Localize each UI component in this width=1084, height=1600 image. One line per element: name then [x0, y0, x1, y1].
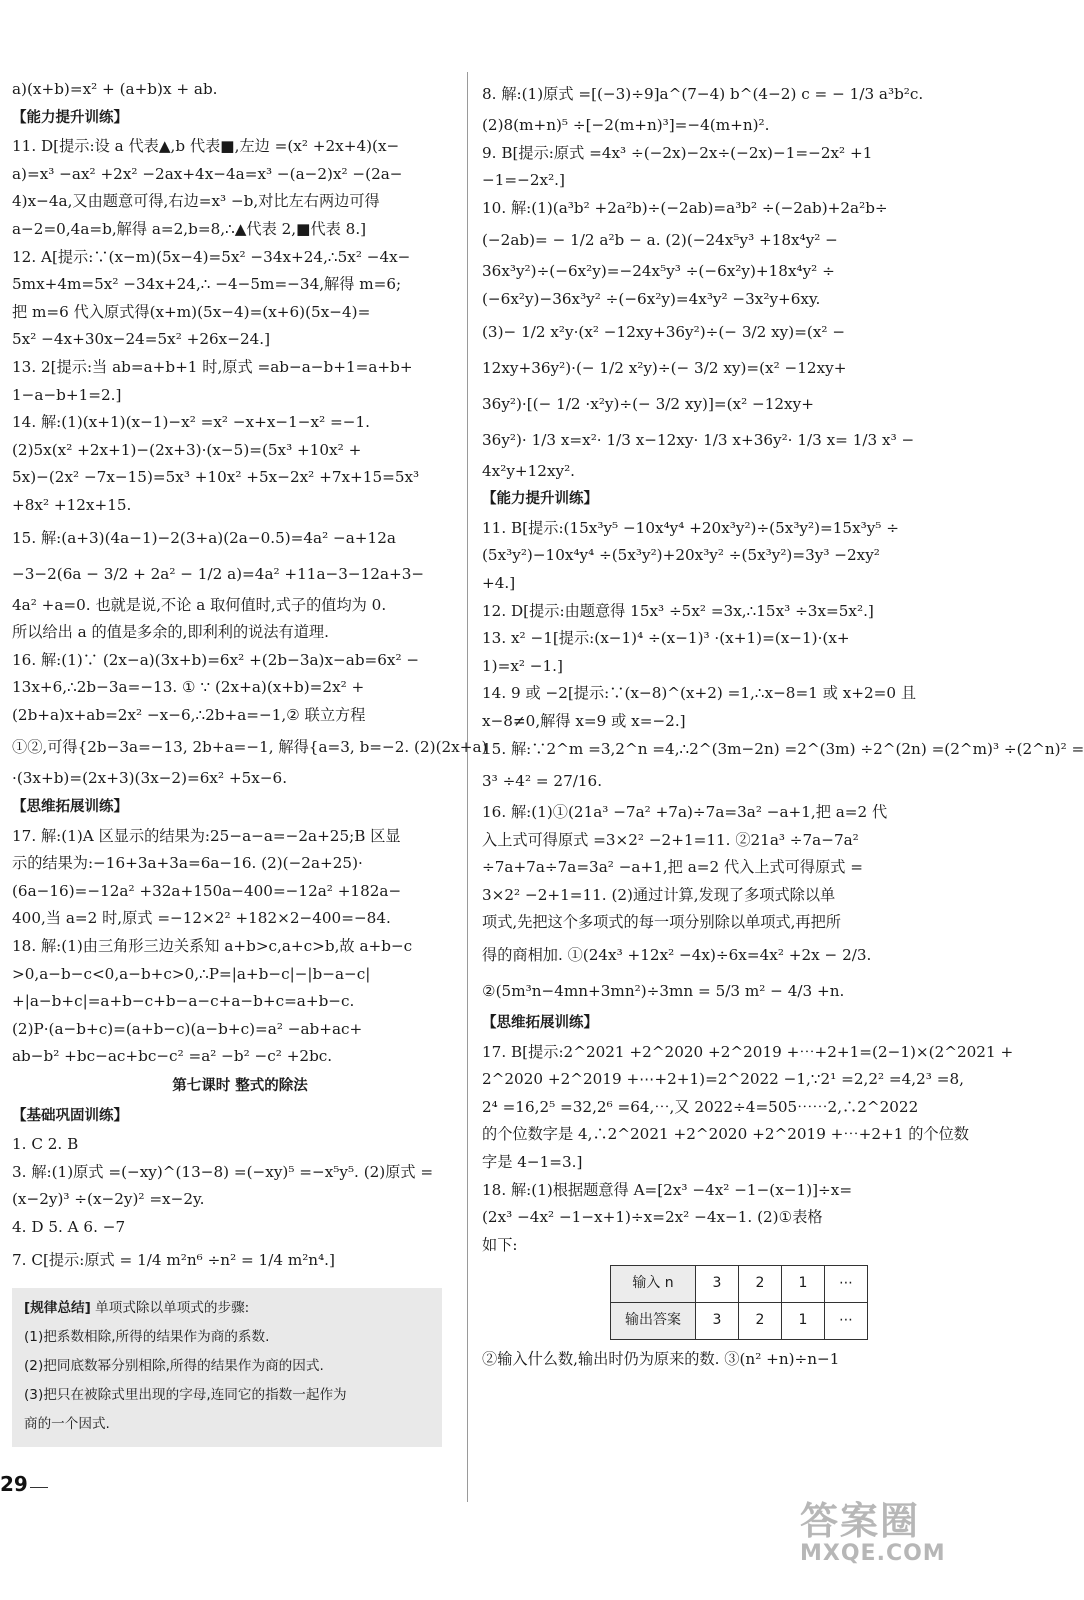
- text-line: (2)P·(a−b+c)=(a+b−c)(a−b+c)=a² −ab+ac+: [12, 1019, 363, 1038]
- text-line: (−2ab)= − 1/2 a²b − a. (2)(−24x⁵y³ +18x⁴y² −: [482, 231, 838, 250]
- text-line: 入上式可得原式 =3×2² −2+1=11. ②21a³ ÷7a−7a²: [482, 830, 859, 849]
- text-line: 13. x² −1[提示:(x−1)⁴ ÷(x−1)³ ·(x+1)=(x−1)·(x+: [482, 629, 850, 648]
- text-line: (x−2y)³ ÷(x−2y)² =x−2y.: [12, 1190, 205, 1209]
- text-line: 5mx+4m=5x² −34x+24,∴ −4−5m=−34,解得 m=6;: [12, 275, 402, 294]
- lesson-title: 第七课时 整式的除法: [172, 1078, 308, 1094]
- input-output-table: [610, 1265, 868, 1339]
- text-line: 16. 解:(1)①(21a³ −7a² +7a)÷7a=3a² −a+1,把 a=2 代: [482, 803, 888, 822]
- text-line: 14. 解:(1)(x+1)(x−1)−x² =x² −x+x−1−x² =−1.: [12, 413, 370, 432]
- section-heading: 【思维拓展训练】: [12, 799, 128, 816]
- page-number-rule: [30, 1487, 48, 1488]
- section-heading: 【思维拓展训练】: [482, 1015, 598, 1032]
- text-line: 12. A[提示:∵(x−m)(5x−4)=5x² −34x+24,∴5x² −4x−: [12, 247, 411, 266]
- table-cell: 1: [782, 1303, 825, 1340]
- text-line: 1. C 2. B: [12, 1135, 79, 1154]
- watermark-logo: [800, 1490, 990, 1590]
- table-cell: 3: [696, 1266, 739, 1303]
- text-line: (2b+a)x+ab=2x² −x−6,∴2b+a=−1,② 联立方程: [12, 705, 366, 724]
- text-line: 1−a−b+1=2.]: [12, 385, 122, 404]
- text-line: 1)=x² −1.]: [482, 656, 563, 675]
- text-line: −1=−2x².]: [482, 171, 565, 190]
- rule-summary-box: [12, 1288, 442, 1447]
- text-line: 15. 解:∵2^m =3,2^n =4,∴2^(3m−2n) =2^(3m) ÷2^(2n) =(2^m)³ ÷(2^n)² =: [482, 739, 1084, 758]
- text-line: ab−b² +bc−ac+bc−c² =a² −b² −c² +2bc.: [12, 1047, 333, 1066]
- text-line: ②输入什么数,输出时仍为原来的数. ③(n² +n)÷n−1: [482, 1349, 840, 1368]
- text-line: 12. D[提示:由题意得 15x³ ÷5x² =3x,∴15x³ ÷3x=5x².]: [482, 601, 874, 620]
- text-line: ①②,可得{2b−3a=−13, 2b+a=−1, 解得{a=3, b=−2. (2)(2x+a): [12, 738, 488, 757]
- text-line: ·(3x+b)=(2x+3)(3x−2)=6x² +5x−6.: [12, 769, 288, 788]
- text-line: 36x³y²)÷(−6x²y)=−24x⁵y³ ÷(−6x²y)+18x⁴y² ÷: [482, 262, 835, 281]
- text-line: 15. 解:(a+3)(4a−1)−2(3+a)(2a−0.5)=4a² −a+12a: [12, 528, 396, 547]
- table-row: [611, 1303, 868, 1340]
- text-line: 7. C[提示:原式 = 1/4 m²n⁶ ÷n² = 1/4 m²n⁴.]: [12, 1250, 335, 1269]
- summary-intro: 单项式除以单项式的步骤:: [95, 1299, 250, 1316]
- text-line: 36y²)· 1/3 x=x²· 1/3 x−12xy· 1/3 x+36y²· 1/3 x= 1/3 x³ −: [482, 430, 915, 449]
- table-cell: 2: [739, 1303, 782, 1340]
- text-line: 11. D[提示:设 a 代表▲,b 代表■,左边 =(x² +2x+4)(x−: [12, 137, 400, 156]
- text-line: 3. 解:(1)原式 =(−xy)^(13−8) =(−xy)⁵ =−x⁵y⁵. (2)原式 =: [12, 1162, 434, 1181]
- text-line: 18. 解:(1)由三角形三边关系知 a+b>c,a+c>b,故 a+b−c: [12, 937, 413, 956]
- summary-heading: [24, 1294, 432, 1323]
- text-line: 13. 2[提示:当 ab=a+b+1 时,原式 =ab−a−b+1=a+b+: [12, 357, 413, 376]
- table-cell: 1: [782, 1266, 825, 1303]
- text-line: (2)8(m+n)⁵ ÷[−2(m+n)³]=−4(m+n)².: [482, 116, 770, 134]
- right-column: [482, 76, 1084, 1373]
- text-line: 把 m=6 代入原式得(x+m)(5x−4)=(x+6)(5x−4)=: [12, 302, 371, 321]
- text-line: a)=x³ −ax² +2x² −2ax+4x−4a=x³ −(a−2)x² −(2a−: [12, 164, 403, 183]
- text-line: a)(x+b)=x² + (a+b)x + ab.: [12, 80, 218, 98]
- table-row-label: 输出答案: [611, 1303, 696, 1340]
- summary-step: (1)把系数相除,所得的结果作为商的系数.: [24, 1328, 270, 1345]
- summary-title: [规律总结]: [24, 1299, 91, 1316]
- text-line: (2)5x(x² +2x+1)−(2x+3)·(x−5)=(5x³ +10x² +: [12, 440, 362, 459]
- text-line: 字是 4−1=3.]: [482, 1153, 583, 1172]
- text-line: 4x²y+12xy².: [482, 461, 576, 480]
- text-line: 4)x−4a,又由题意可得,右边=x³ −b,对比左右两边可得: [12, 192, 380, 211]
- text-line: −3−2(6a − 3/2 + 2a² − 1/2 a)=4a² +11a−3−12a+3−: [12, 564, 425, 583]
- table-cell: 2: [739, 1266, 782, 1303]
- text-line: +|a−b+c|=a+b−c+b−a−c+a−b+c=a+b−c.: [12, 992, 355, 1011]
- text-line: >0,a−b−c<0,a−b+c>0,∴P=|a+b−c|−|b−a−c|: [12, 964, 371, 983]
- text-line: 5x² −4x+30x−24=5x² +26x−24.]: [12, 330, 271, 349]
- section-heading: 【基础巩固训练】: [12, 1107, 128, 1124]
- text-line: x−8≠0,解得 x=9 或 x=−2.]: [482, 711, 686, 730]
- text-line: 得的商相加. ①(24x³ +12x² −4x)÷6x=4x² +2x − 2/3.: [482, 946, 872, 965]
- summary-step: (3)把只在被除式里出现的字母,连同它的指数一起作为: [24, 1386, 347, 1403]
- left-column: [12, 76, 488, 1447]
- text-line: 4. D 5. A 6. −7: [12, 1217, 126, 1236]
- watermark-sub-text: MXQE.COM: [800, 1541, 946, 1566]
- text-line: ②(5m³n−4mn+3mn²)÷3mn = 5/3 m² − 4/3 +n.: [482, 982, 845, 1001]
- text-line: 5x)−(2x² −7x−15)=5x³ +10x² +5x−2x² +7x+15=5x³: [12, 468, 420, 487]
- text-line: 36y²)·[(− 1/2 ·x²y)÷(− 3/2 xy)]=(x² −12xy+: [482, 394, 814, 413]
- page-number: 29: [0, 1472, 28, 1496]
- summary-step: (2)把同底数幂分别相除,所得的结果作为商的因式.: [24, 1357, 324, 1374]
- text-line: 400,当 a=2 时,原式 =−12×2² +182×2−400=−84.: [12, 909, 391, 928]
- text-line: 如下:: [482, 1235, 518, 1254]
- text-line: 13x+6,∴2b−3a=−13. ① ∵ (2x+a)(x+b)=2x² +: [12, 678, 365, 697]
- text-line: 8. 解:(1)原式 =[(−3)÷9]a^(7−4) b^(4−2) c = − 1/3 a³b²c.: [482, 85, 924, 103]
- text-line: +8x² +12x+15.: [12, 495, 132, 514]
- text-line: 17. B[提示:2^2021 +2^2020 +2^2019 +⋯+2+1=(2−1)×(2^2021 +: [482, 1042, 1014, 1061]
- text-line: (6a−16)=−12a² +32a+150a−400=−12a² +182a−: [12, 881, 402, 900]
- summary-step: 商的一个因式.: [24, 1415, 110, 1432]
- text-line: 12xy+36y²)·(− 1/2 x²y)÷(− 3/2 xy)=(x² −12xy+: [482, 358, 847, 377]
- section-heading: 【能力提升训练】: [12, 109, 128, 126]
- text-line: a−2=0,4a=b,解得 a=2,b=8,∴▲代表 2,■代表 8.]: [12, 219, 367, 238]
- text-line: (5x³y²)−10x⁴y⁴ ÷(5x³y²)+20x³y² ÷(5x³y²)=3y³ −2xy²: [482, 546, 880, 565]
- text-line: 18. 解:(1)根据题意得 A=[2x³ −4x² −1−(x−1)]÷x=: [482, 1180, 853, 1199]
- text-line: 16. 解:(1)∵ (2x−a)(3x+b)=6x² +(2b−3a)x−ab=6x² −: [12, 650, 420, 669]
- table-cell: ⋯: [825, 1266, 868, 1303]
- text-line: ÷7a+7a÷7a=3a² −a+1,把 a=2 代入上式可得原式 =: [482, 858, 864, 877]
- text-line: 2^2020 +2^2019 +⋯+2+1)=2^2022 −1,∵2¹ =2,2² =4,2³ =8,: [482, 1070, 964, 1089]
- table-cell: 3: [696, 1303, 739, 1340]
- text-line: (2x³ −4x² −1−x+1)÷x=2x² −4x−1. (2)①表格: [482, 1208, 823, 1227]
- text-line: 的个位数字是 4,∴2^2021 +2^2020 +2^2019 +⋯+2+1 的个位数: [482, 1125, 969, 1144]
- table-row-label: 输入 n: [611, 1266, 696, 1303]
- text-line: 10. 解:(1)(a³b² +2a²b)÷(−2ab)=a³b² ÷(−2ab)+2a²b÷: [482, 198, 888, 217]
- text-line: 9. B[提示:原式 =4x³ ÷(−2x)−2x÷(−2x)−1=−2x² +1: [482, 143, 873, 162]
- text-line: 17. 解:(1)A 区显示的结果为:25−a−a=−2a+25;B 区显: [12, 826, 401, 845]
- text-line: +4.]: [482, 573, 516, 592]
- text-line: (−6x²y)−36x³y² ÷(−6x²y)=4x³y² −3x²y+6xy.: [482, 289, 821, 308]
- text-line: (3)− 1/2 x²y·(x² −12xy+36y²)÷(− 3/2 xy)=(x² −: [482, 322, 846, 341]
- section-heading: 【能力提升训练】: [482, 491, 598, 508]
- text-line: 14. 9 或 −2[提示:∵(x−8)^(x+2) =1,∴x−8=1 或 x+2=0 且: [482, 684, 917, 703]
- text-line: 3³ ÷4² = 27/16.: [482, 772, 603, 791]
- watermark-main-text: 答案圈: [800, 1499, 921, 1543]
- text-line: 2⁴ =16,2⁵ =32,2⁶ =64,⋯,又 2022÷4=505⋯⋯2,∴2^2022: [482, 1097, 919, 1116]
- text-line: 项式,先把这个多项式的每一项分别除以单项式,再把所: [482, 913, 841, 932]
- text-line: 4a² +a=0. 也就是说,不论 a 取何值时,式子的值均为 0.: [12, 595, 387, 614]
- text-line: 所以给出 a 的值是多余的,即利利的说法有道理.: [12, 623, 329, 642]
- text-line: 3×2² −2+1=11. (2)通过计算,发现了多项式除以单: [482, 885, 836, 904]
- text-line: 示的结果为:−16+3a+3a=6a−16. (2)(−2a+25)·: [12, 854, 363, 873]
- table-row: [611, 1266, 868, 1303]
- table-cell: ⋯: [825, 1303, 868, 1340]
- text-line: 11. B[提示:(15x³y⁵ −10x⁴y⁴ +20x³y²)÷(5x³y²)=15x³y⁵ ÷: [482, 518, 899, 537]
